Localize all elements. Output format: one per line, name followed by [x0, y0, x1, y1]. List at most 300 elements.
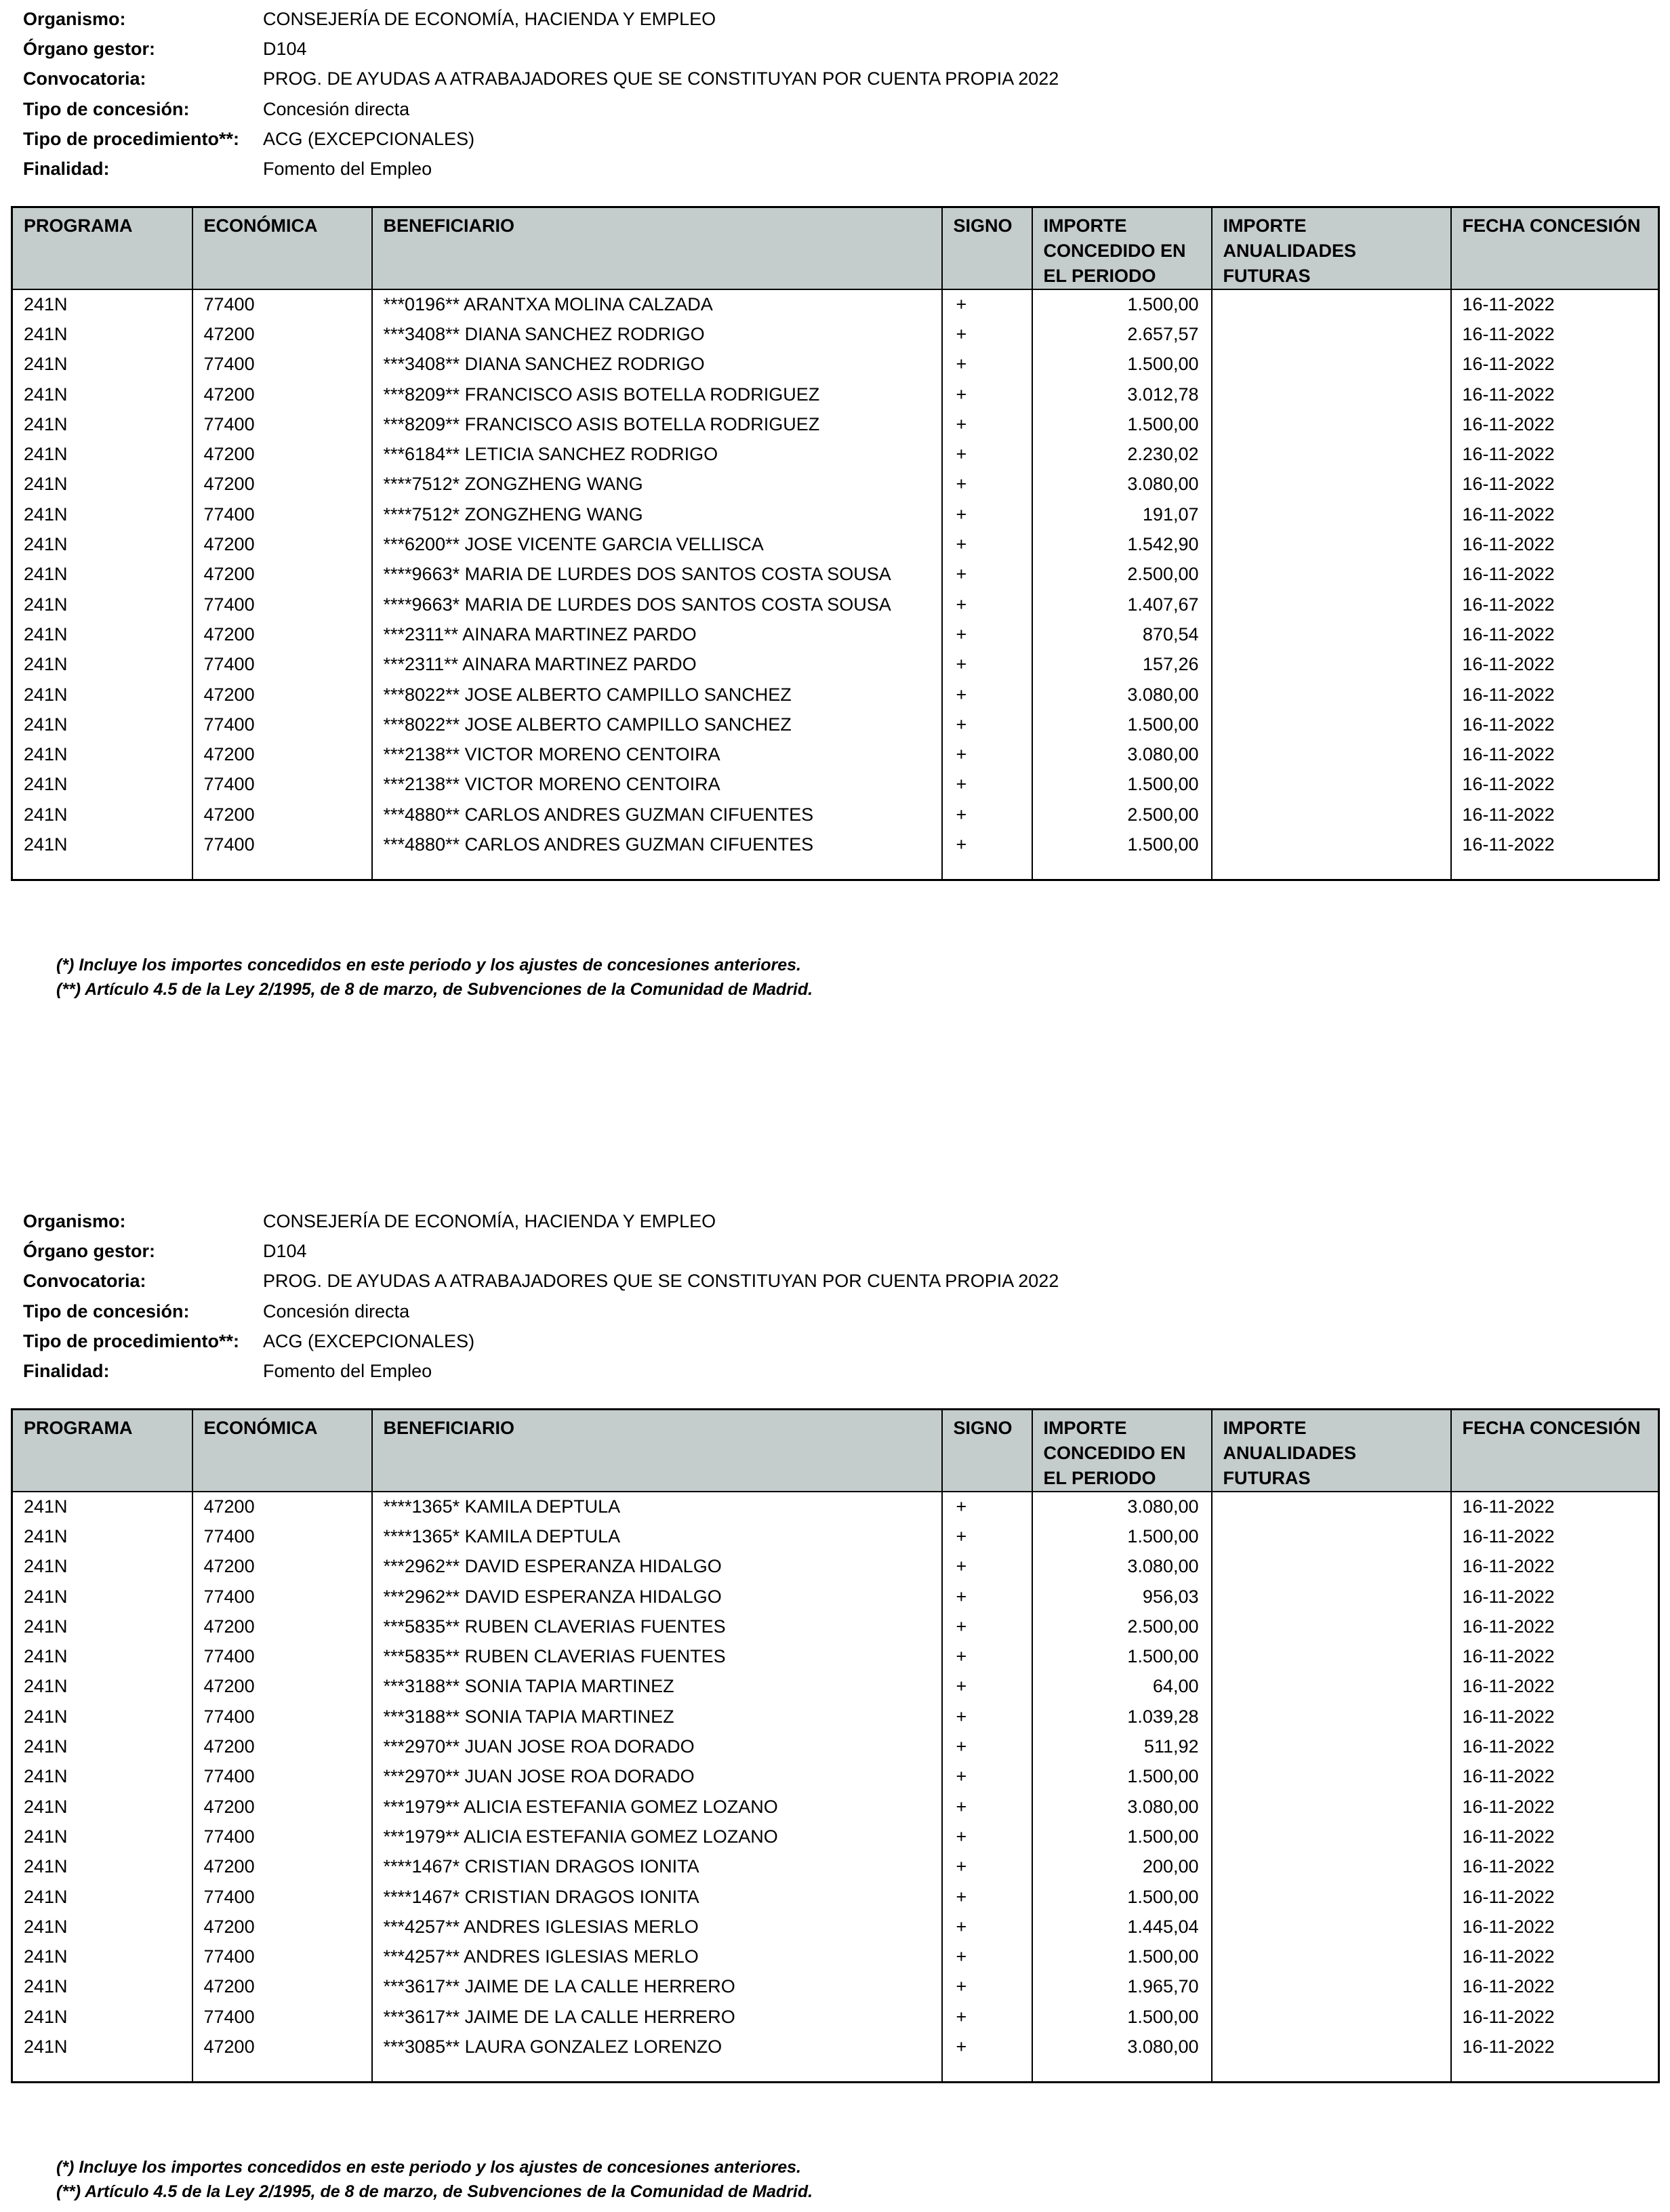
cell-programa: 241N: [12, 830, 192, 859]
cell-economica: 47200: [192, 739, 372, 769]
header-anual-line3: FUTURAS: [1223, 1468, 1311, 1488]
cell-anualidades: [1212, 800, 1451, 830]
footnotes: [56, 953, 813, 1002]
cell-signo: +: [942, 1762, 1032, 1792]
cell-programa: 241N: [12, 590, 192, 619]
cell-economica: 77400: [192, 499, 372, 529]
cell-anualidades: [1212, 770, 1451, 800]
cell-beneficiario: ***1979** ALICIA ESTEFANIA GOMEZ LOZANO: [372, 1822, 942, 1851]
cell-importe: 64,00: [1032, 1672, 1212, 1702]
cell-anualidades: [1212, 1702, 1451, 1732]
table-row: [12, 1942, 1659, 1971]
cell-anualidades: [1212, 1732, 1451, 1761]
table-row: [12, 1822, 1659, 1851]
header-anual-line2: ANUALIDADES: [1223, 241, 1357, 261]
cell-anualidades: [1212, 1912, 1451, 1942]
cell-beneficiario: ****1467* CRISTIAN DRAGOS IONITA: [372, 1882, 942, 1912]
cell-economica: 77400: [192, 289, 372, 319]
cell-beneficiario: ***2311** AINARA MARTINEZ PARDO: [372, 650, 942, 680]
cell-fecha: 16-11-2022: [1451, 1641, 1659, 1671]
meta-organo: [23, 1236, 1059, 1266]
cell-economica: 77400: [192, 1641, 372, 1671]
table-row: [12, 1702, 1659, 1732]
table-row: [12, 1521, 1659, 1551]
header-importe-line2: CONCEDIDO EN: [1043, 1443, 1186, 1463]
cell-signo: +: [942, 1521, 1032, 1551]
table-row: [12, 409, 1659, 439]
cell-signo: +: [942, 1852, 1032, 1882]
cell-signo: +: [942, 739, 1032, 769]
spacer-cell: [192, 2062, 372, 2083]
cell-economica: 77400: [192, 1582, 372, 1612]
spacer-cell: [372, 860, 942, 880]
cell-anualidades: [1212, 590, 1451, 619]
cell-programa: 241N: [12, 1641, 192, 1671]
meta-label: Tipo de concesión:: [23, 1300, 190, 1322]
table-row: [12, 1612, 1659, 1641]
cell-importe: 1.500,00: [1032, 350, 1212, 380]
spacer-cell: [12, 2062, 192, 2083]
cell-anualidades: [1212, 560, 1451, 590]
cell-anualidades: [1212, 1792, 1451, 1822]
cell-importe: 511,92: [1032, 1732, 1212, 1761]
header-anualidades: [1212, 1410, 1451, 1492]
spacer-cell: [1212, 2062, 1451, 2083]
cell-programa: 241N: [12, 560, 192, 590]
spacer-cell: [1451, 860, 1659, 880]
cell-anualidades: [1212, 1612, 1451, 1641]
footnote-1: (*) Incluye los importes concedidos en este periodo y los ajustes de concesiones anteriores.: [56, 956, 801, 975]
cell-importe: 3.080,00: [1032, 1492, 1212, 1521]
cell-importe: 2.500,00: [1032, 800, 1212, 830]
table-row: [12, 1972, 1659, 2002]
cell-fecha: 16-11-2022: [1451, 1792, 1659, 1822]
cell-importe: 1.500,00: [1032, 1641, 1212, 1671]
cell-programa: 241N: [12, 800, 192, 830]
meta-value: PROG. DE AYUDAS A ATRABAJADORES QUE SE CONSTITUYAN POR CUENTA PROPIA 2022: [263, 1271, 1059, 1292]
table-row: [12, 439, 1659, 469]
cell-anualidades: [1212, 380, 1451, 409]
cell-programa: 241N: [12, 409, 192, 439]
table-row: [12, 1492, 1659, 1521]
cell-economica: 47200: [192, 619, 372, 649]
cell-economica: 77400: [192, 409, 372, 439]
cell-economica: 77400: [192, 830, 372, 859]
cell-fecha: 16-11-2022: [1451, 2032, 1659, 2062]
cell-beneficiario: ****9663* MARIA DE LURDES DOS SANTOS COSTA SOUSA: [372, 590, 942, 619]
cell-anualidades: [1212, 439, 1451, 469]
table-row: [12, 710, 1659, 739]
cell-importe: 3.080,00: [1032, 470, 1212, 499]
cell-importe: 1.500,00: [1032, 710, 1212, 739]
cell-anualidades: [1212, 1492, 1451, 1521]
cell-economica: 77400: [192, 1762, 372, 1792]
meta-value: ACG (EXCEPCIONALES): [263, 1330, 475, 1351]
header-importe: [1032, 1410, 1212, 1492]
cell-importe: 3.012,78: [1032, 380, 1212, 409]
table-row: [12, 1912, 1659, 1942]
spacer-cell: [942, 860, 1032, 880]
cell-programa: 241N: [12, 1762, 192, 1792]
meta-value: Concesión directa: [263, 98, 410, 119]
cell-signo: +: [942, 1672, 1032, 1702]
cell-fecha: 16-11-2022: [1451, 1612, 1659, 1641]
cell-importe: 1.542,90: [1032, 529, 1212, 559]
cell-anualidades: [1212, 409, 1451, 439]
meta-block: [23, 1206, 1059, 1387]
meta-organismo: [23, 4, 1059, 34]
cell-beneficiario: ***4880** CARLOS ANDRES GUZMAN CIFUENTES: [372, 800, 942, 830]
cell-importe: 3.080,00: [1032, 739, 1212, 769]
cell-importe: 1.039,28: [1032, 1702, 1212, 1732]
cell-beneficiario: ***2311** AINARA MARTINEZ PARDO: [372, 619, 942, 649]
cell-beneficiario: ****7512* ZONGZHENG WANG: [372, 470, 942, 499]
cell-importe: 870,54: [1032, 619, 1212, 649]
cell-anualidades: [1212, 619, 1451, 649]
header-importe-line2: CONCEDIDO EN: [1043, 241, 1186, 261]
cell-signo: +: [942, 1912, 1032, 1942]
cell-fecha: 16-11-2022: [1451, 1702, 1659, 1732]
cell-fecha: 16-11-2022: [1451, 1732, 1659, 1761]
cell-economica: 47200: [192, 1972, 372, 2002]
cell-fecha: 16-11-2022: [1451, 439, 1659, 469]
cell-economica: 47200: [192, 800, 372, 830]
cell-programa: 241N: [12, 1702, 192, 1732]
cell-economica: 47200: [192, 2032, 372, 2062]
cell-signo: +: [942, 1792, 1032, 1822]
cell-importe: 1.500,00: [1032, 770, 1212, 800]
cell-signo: +: [942, 439, 1032, 469]
cell-importe: 1.500,00: [1032, 2002, 1212, 2032]
meta-label: Tipo de concesión:: [23, 98, 190, 119]
cell-programa: 241N: [12, 1792, 192, 1822]
cell-signo: +: [942, 650, 1032, 680]
cell-beneficiario: ***4880** CARLOS ANDRES GUZMAN CIFUENTES: [372, 830, 942, 859]
cell-fecha: 16-11-2022: [1451, 1552, 1659, 1582]
cell-fecha: 16-11-2022: [1451, 1942, 1659, 1971]
cell-programa: 241N: [12, 1612, 192, 1641]
cell-importe: 1.500,00: [1032, 1942, 1212, 1971]
cell-signo: +: [942, 590, 1032, 619]
cell-beneficiario: ***2970** JUAN JOSE ROA DORADO: [372, 1732, 942, 1761]
cell-importe: 1.445,04: [1032, 1912, 1212, 1942]
cell-economica: 47200: [192, 1792, 372, 1822]
cell-importe: 3.080,00: [1032, 1792, 1212, 1822]
cell-signo: +: [942, 350, 1032, 380]
table-row: [12, 1582, 1659, 1612]
cell-fecha: 16-11-2022: [1451, 590, 1659, 619]
table-row: [12, 800, 1659, 830]
spacer-cell: [192, 860, 372, 880]
cell-signo: +: [942, 529, 1032, 559]
table-row: [12, 319, 1659, 349]
cell-signo: +: [942, 680, 1032, 710]
header-signo: SIGNO: [942, 207, 1032, 290]
header-economica: ECONÓMICA: [192, 207, 372, 290]
cell-beneficiario: ***3085** LAURA GONZALEZ LORENZO: [372, 2032, 942, 2062]
cell-anualidades: [1212, 1672, 1451, 1702]
cell-economica: 47200: [192, 1852, 372, 1882]
header-fecha: FECHA CONCESIÓN: [1451, 1410, 1659, 1492]
cell-fecha: 16-11-2022: [1451, 800, 1659, 830]
cell-importe: 2.657,57: [1032, 319, 1212, 349]
spacer-cell: [1032, 2062, 1212, 2083]
cell-beneficiario: ***4257** ANDRES IGLESIAS MERLO: [372, 1942, 942, 1971]
meta-label: Organismo:: [23, 8, 126, 29]
cell-importe: 1.500,00: [1032, 1882, 1212, 1912]
cell-programa: 241N: [12, 1852, 192, 1882]
cell-economica: 47200: [192, 1492, 372, 1521]
cell-signo: +: [942, 1492, 1032, 1521]
cell-programa: 241N: [12, 1732, 192, 1761]
meta-label: Órgano gestor:: [23, 1240, 156, 1261]
cell-economica: 77400: [192, 1822, 372, 1851]
cell-economica: 77400: [192, 650, 372, 680]
table-row: [12, 350, 1659, 380]
table-row: [12, 1552, 1659, 1582]
meta-organo: [23, 34, 1059, 64]
cell-programa: 241N: [12, 1882, 192, 1912]
footnote-2: (**) Artículo 4.5 de la Ley 2/1995, de 8 de marzo, de Subvenciones de la Comunidad de Madrid.: [56, 2182, 813, 2201]
cell-programa: 241N: [12, 1552, 192, 1582]
cell-programa: 241N: [12, 1942, 192, 1971]
cell-anualidades: [1212, 2032, 1451, 2062]
header-programa: PROGRAMA: [12, 1410, 192, 1492]
cell-economica: 77400: [192, 1521, 372, 1551]
table-row: [12, 830, 1659, 859]
cell-fecha: 16-11-2022: [1451, 650, 1659, 680]
cell-programa: 241N: [12, 619, 192, 649]
cell-fecha: 16-11-2022: [1451, 350, 1659, 380]
cell-economica: 47200: [192, 470, 372, 499]
cell-programa: 241N: [12, 770, 192, 800]
cell-programa: 241N: [12, 680, 192, 710]
meta-value: CONSEJERÍA DE ECONOMÍA, HACIENDA Y EMPLEO: [263, 1210, 716, 1231]
cell-fecha: 16-11-2022: [1451, 1912, 1659, 1942]
cell-beneficiario: ***3188** SONIA TAPIA MARTINEZ: [372, 1672, 942, 1702]
cell-importe: 1.500,00: [1032, 830, 1212, 859]
cell-beneficiario: ****1365* KAMILA DEPTULA: [372, 1521, 942, 1551]
meta-label: Convocatoria:: [23, 1271, 146, 1292]
cell-programa: 241N: [12, 1521, 192, 1551]
header-anual-line2: ANUALIDADES: [1223, 1443, 1357, 1463]
header-importe: [1032, 207, 1212, 290]
table-row: [12, 619, 1659, 649]
meta-label: Tipo de procedimiento**:: [23, 1330, 240, 1351]
cell-signo: +: [942, 409, 1032, 439]
cell-programa: 241N: [12, 739, 192, 769]
cell-fecha: 16-11-2022: [1451, 289, 1659, 319]
cell-beneficiario: ***1979** ALICIA ESTEFANIA GOMEZ LOZANO: [372, 1792, 942, 1822]
cell-signo: +: [942, 470, 1032, 499]
meta-label: Finalidad:: [23, 1361, 110, 1382]
cell-beneficiario: ***3188** SONIA TAPIA MARTINEZ: [372, 1702, 942, 1732]
table-row: [12, 380, 1659, 409]
cell-beneficiario: ***3408** DIANA SANCHEZ RODRIGO: [372, 350, 942, 380]
cell-beneficiario: ***8209** FRANCISCO ASIS BOTELLA RODRIGUEZ: [372, 409, 942, 439]
meta-organismo: [23, 1206, 1059, 1236]
cell-importe: 3.080,00: [1032, 2032, 1212, 2062]
cell-beneficiario: ***2962** DAVID ESPERANZA HIDALGO: [372, 1552, 942, 1582]
table-bottom-spacer: [12, 2062, 1659, 2083]
cell-economica: 47200: [192, 1552, 372, 1582]
table-header-row: [12, 207, 1659, 290]
cell-fecha: 16-11-2022: [1451, 739, 1659, 769]
header-anualidades: [1212, 207, 1451, 290]
cell-beneficiario: ***2138** VICTOR MORENO CENTOIRA: [372, 770, 942, 800]
cell-signo: +: [942, 2002, 1032, 2032]
cell-fecha: 16-11-2022: [1451, 380, 1659, 409]
footnote-1: (*) Incluye los importes concedidos en este periodo y los ajustes de concesiones anteriores.: [56, 2158, 801, 2177]
meta-convocatoria: [23, 1267, 1059, 1296]
cell-anualidades: [1212, 1972, 1451, 2002]
cell-economica: 47200: [192, 1912, 372, 1942]
cell-signo: +: [942, 770, 1032, 800]
table-row: [12, 1762, 1659, 1792]
meta-finalidad: [23, 154, 1059, 184]
table-row: [12, 739, 1659, 769]
table-row: [12, 650, 1659, 680]
cell-signo: +: [942, 1732, 1032, 1761]
table-bottom-spacer: [12, 860, 1659, 880]
cell-anualidades: [1212, 470, 1451, 499]
cell-economica: 47200: [192, 319, 372, 349]
cell-beneficiario: ****9663* MARIA DE LURDES DOS SANTOS COSTA SOUSA: [372, 560, 942, 590]
cell-beneficiario: ***8022** JOSE ALBERTO CAMPILLO SANCHEZ: [372, 680, 942, 710]
cell-economica: 77400: [192, 1942, 372, 1971]
cell-programa: 241N: [12, 1672, 192, 1702]
cell-economica: 77400: [192, 1702, 372, 1732]
cell-importe: 1.500,00: [1032, 1822, 1212, 1851]
cell-signo: +: [942, 319, 1032, 349]
cell-signo: +: [942, 1702, 1032, 1732]
meta-label: Tipo de procedimiento**:: [23, 128, 240, 149]
cell-programa: 241N: [12, 1972, 192, 2002]
cell-fecha: 16-11-2022: [1451, 529, 1659, 559]
cell-economica: 77400: [192, 350, 372, 380]
cell-signo: +: [942, 380, 1032, 409]
meta-label: Finalidad:: [23, 159, 110, 180]
cell-beneficiario: ***3408** DIANA SANCHEZ RODRIGO: [372, 319, 942, 349]
cell-anualidades: [1212, 289, 1451, 319]
spacer-cell: [942, 2062, 1032, 2083]
meta-tipo-concesion: [23, 94, 1059, 124]
cell-beneficiario: ***5835** RUBEN CLAVERIAS FUENTES: [372, 1612, 942, 1641]
cell-fecha: 16-11-2022: [1451, 680, 1659, 710]
cell-anualidades: [1212, 739, 1451, 769]
cell-fecha: 16-11-2022: [1451, 2002, 1659, 2032]
cell-programa: 241N: [12, 2002, 192, 2032]
meta-tipo-procedimiento: [23, 124, 1059, 154]
cell-signo: +: [942, 1552, 1032, 1582]
cell-importe: 1.965,70: [1032, 1972, 1212, 2002]
cell-anualidades: [1212, 1552, 1451, 1582]
table-header-row: [12, 1410, 1659, 1492]
meta-tipo-concesion: [23, 1296, 1059, 1326]
cell-programa: 241N: [12, 1912, 192, 1942]
cell-importe: 191,07: [1032, 499, 1212, 529]
cell-fecha: 16-11-2022: [1451, 1972, 1659, 2002]
cell-importe: 956,03: [1032, 1582, 1212, 1612]
cell-importe: 157,26: [1032, 650, 1212, 680]
table-row: [12, 529, 1659, 559]
cell-importe: 1.500,00: [1032, 1762, 1212, 1792]
cell-signo: +: [942, 1582, 1032, 1612]
table-row: [12, 1852, 1659, 1882]
cell-beneficiario: ***6184** LETICIA SANCHEZ RODRIGO: [372, 439, 942, 469]
cell-importe: 1.407,67: [1032, 590, 1212, 619]
cell-importe: 2.500,00: [1032, 560, 1212, 590]
cell-beneficiario: ***2138** VICTOR MORENO CENTOIRA: [372, 739, 942, 769]
cell-beneficiario: ***0196** ARANTXA MOLINA CALZADA: [372, 289, 942, 319]
header-importe-line3: EL PERIODO: [1043, 266, 1156, 286]
cell-economica: 77400: [192, 1882, 372, 1912]
cell-programa: 241N: [12, 1822, 192, 1851]
cell-economica: 77400: [192, 590, 372, 619]
cell-programa: 241N: [12, 2032, 192, 2062]
cell-economica: 47200: [192, 1612, 372, 1641]
cell-programa: 241N: [12, 1582, 192, 1612]
header-importe-line3: EL PERIODO: [1043, 1468, 1156, 1488]
cell-signo: +: [942, 560, 1032, 590]
cell-anualidades: [1212, 350, 1451, 380]
cell-importe: 200,00: [1032, 1852, 1212, 1882]
cell-programa: 241N: [12, 350, 192, 380]
cell-importe: 1.500,00: [1032, 289, 1212, 319]
table-body: [12, 1492, 1659, 2083]
cell-beneficiario: ***8209** FRANCISCO ASIS BOTELLA RODRIGUEZ: [372, 380, 942, 409]
cell-beneficiario: ***2962** DAVID ESPERANZA HIDALGO: [372, 1582, 942, 1612]
cell-beneficiario: ***3617** JAIME DE LA CALLE HERRERO: [372, 2002, 942, 2032]
cell-programa: 241N: [12, 289, 192, 319]
cell-fecha: 16-11-2022: [1451, 1672, 1659, 1702]
spacer-cell: [12, 860, 192, 880]
cell-anualidades: [1212, 1521, 1451, 1551]
table-row: [12, 499, 1659, 529]
cell-programa: 241N: [12, 319, 192, 349]
cell-beneficiario: ****7512* ZONGZHENG WANG: [372, 499, 942, 529]
cell-importe: 2.230,02: [1032, 439, 1212, 469]
cell-fecha: 16-11-2022: [1451, 409, 1659, 439]
cell-anualidades: [1212, 2002, 1451, 2032]
cell-anualidades: [1212, 650, 1451, 680]
meta-finalidad: [23, 1356, 1059, 1386]
table-row: [12, 289, 1659, 319]
cell-beneficiario: ***6200** JOSE VICENTE GARCIA VELLISCA: [372, 529, 942, 559]
cell-beneficiario: ****1365* KAMILA DEPTULA: [372, 1492, 942, 1521]
cell-importe: 1.500,00: [1032, 1521, 1212, 1551]
grants-table: [11, 1408, 1660, 2083]
header-anual-line1: IMPORTE: [1223, 216, 1307, 236]
cell-fecha: 16-11-2022: [1451, 770, 1659, 800]
cell-anualidades: [1212, 1882, 1451, 1912]
cell-economica: 77400: [192, 2002, 372, 2032]
cell-signo: +: [942, 800, 1032, 830]
cell-programa: 241N: [12, 529, 192, 559]
grants-table: [11, 206, 1660, 881]
cell-fecha: 16-11-2022: [1451, 499, 1659, 529]
cell-programa: 241N: [12, 470, 192, 499]
footnote-2: (**) Artículo 4.5 de la Ley 2/1995, de 8 de marzo, de Subvenciones de la Comunidad de Madrid.: [56, 980, 813, 999]
footnotes: [56, 2155, 813, 2204]
cell-anualidades: [1212, 710, 1451, 739]
cell-programa: 241N: [12, 499, 192, 529]
cell-anualidades: [1212, 1852, 1451, 1882]
table-row: [12, 680, 1659, 710]
cell-signo: +: [942, 830, 1032, 859]
cell-anualidades: [1212, 499, 1451, 529]
spacer-cell: [1212, 860, 1451, 880]
